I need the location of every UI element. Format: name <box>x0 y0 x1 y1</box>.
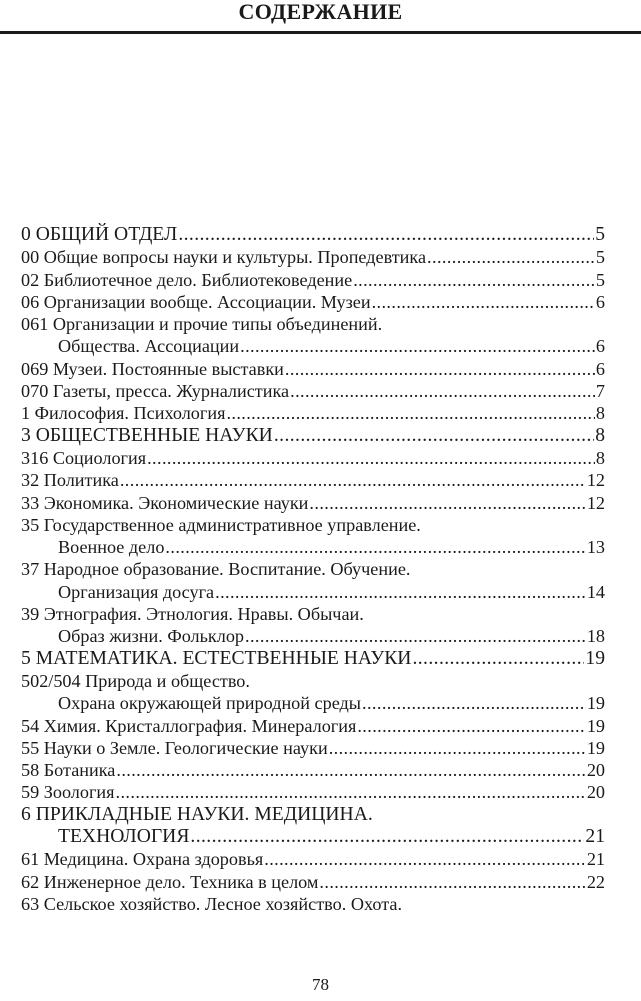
toc-entry-page: 19 <box>586 737 605 758</box>
toc-entry-page: 14 <box>586 581 605 602</box>
toc-entry[interactable] <box>21 269 605 291</box>
toc-entry[interactable] <box>21 313 605 335</box>
toc-entry-page: 20 <box>586 760 605 781</box>
toc-entry[interactable] <box>21 492 605 514</box>
toc-entry[interactable] <box>21 871 605 893</box>
toc-entry-label: 3 ОБЩЕСТВЕННЫЕ НАУКИ <box>21 424 273 446</box>
toc-entry-label: 06 Организации вообще. Ассоциации. Музеи <box>21 291 371 312</box>
toc-entry-label: 32 Политика <box>21 470 119 491</box>
toc-entry[interactable] <box>21 781 605 803</box>
toc-entry[interactable] <box>21 335 605 357</box>
dot-leader <box>116 759 585 781</box>
toc-entry[interactable] <box>21 625 605 647</box>
dot-leader <box>285 358 595 380</box>
toc-entry-label: 54 Химия. Кристаллография. Минералогия <box>21 715 357 736</box>
toc-entry-page: 5 <box>595 224 605 245</box>
toc-entry-page: 19 <box>586 693 605 714</box>
toc-entry-page: 5 <box>595 247 605 268</box>
dot-leader <box>264 848 586 870</box>
toc-entry[interactable] <box>21 380 605 402</box>
toc-entry-label: 502/504 Природа и общество. <box>21 670 250 691</box>
toc-entry-page: 19 <box>586 715 605 736</box>
toc-entry-label: 39 Этнография. Этнология. Нравы. Обычаи. <box>21 604 364 625</box>
dot-leader <box>178 224 594 246</box>
dot-leader <box>319 871 585 893</box>
toc-entry[interactable] <box>21 603 605 625</box>
dot-leader <box>357 715 585 737</box>
toc-entry-label: Организация досуга <box>58 581 215 602</box>
toc-entry-label: 63 Сельское хозяйство. Лесное хозяйство. Охота. <box>21 893 403 914</box>
toc-entry-page: 8 <box>595 447 605 468</box>
toc-entry[interactable] <box>21 826 605 848</box>
toc-entry-page: 18 <box>586 626 605 647</box>
toc-entry-label: 58 Ботаника <box>21 760 116 781</box>
toc-entry-page: 13 <box>586 537 605 558</box>
toc-entry-page: 12 <box>586 470 605 491</box>
toc-entry[interactable] <box>21 737 605 759</box>
toc-entry-label: 35 Государственное административное управление. <box>21 514 421 535</box>
toc-entry-label: 02 Библиотечное дело. Библиотековедение <box>21 269 353 290</box>
toc-entry[interactable] <box>21 558 605 580</box>
toc-entry[interactable] <box>21 291 605 313</box>
toc-entry-label: 0 ОБЩИЙ ОТДЕЛ <box>21 224 178 245</box>
toc-entry-label: 00 Общие вопросы науки и культуры. Пропедевтика <box>21 247 427 268</box>
toc-entry-page: 12 <box>586 492 605 513</box>
toc-entry[interactable] <box>21 670 605 692</box>
toc-entry[interactable] <box>21 848 605 870</box>
toc-entry-label: 1 Философия. Психология <box>21 403 226 424</box>
toc-entry-page: 20 <box>586 782 605 803</box>
toc-entry[interactable] <box>21 692 605 714</box>
toc-entry-label: 61 Медицина. Охрана здоровья <box>21 849 264 870</box>
toc-entry-page: 6 <box>595 358 605 379</box>
dot-leader <box>147 447 595 469</box>
dot-leader <box>372 291 595 313</box>
toc-entry[interactable] <box>21 447 605 469</box>
dot-leader <box>274 425 594 447</box>
dot-leader <box>427 246 595 268</box>
toc-entry-label: 55 Науки о Земле. Геологические науки <box>21 737 328 758</box>
toc-entry[interactable] <box>21 402 605 424</box>
toc-entry[interactable] <box>21 893 605 915</box>
dot-leader <box>362 692 586 714</box>
dot-leader <box>329 737 586 759</box>
toc-entry-label: ТЕХНОЛОГИЯ <box>58 826 190 848</box>
toc-entry[interactable] <box>21 358 605 380</box>
dot-leader <box>165 536 585 558</box>
toc-entry[interactable] <box>21 425 605 447</box>
toc-entry-label: 069 Музеи. Постоянные выставки <box>21 358 284 379</box>
toc-entry[interactable] <box>21 246 605 268</box>
dot-leader <box>245 625 586 647</box>
toc-entry-label: 37 Народное образование. Воспитание. Обучение. <box>21 559 411 580</box>
dot-leader <box>120 469 586 491</box>
toc-entry-page: 21 <box>585 826 605 848</box>
toc-entry-page: 8 <box>595 403 605 424</box>
toc-entry-page: 7 <box>595 381 605 402</box>
toc-entry-page: 19 <box>585 647 605 669</box>
toc-entry-label: Охрана окружающей природной среды <box>58 693 362 714</box>
toc-entry-page: 6 <box>595 291 605 312</box>
toc-entry[interactable] <box>21 536 605 558</box>
toc-entry-page: 6 <box>595 336 605 357</box>
toc-entry-label: Общества. Ассоциации <box>58 336 240 357</box>
dot-leader <box>309 492 585 514</box>
page-title: СОДЕРЖАНИЕ <box>238 0 403 24</box>
toc-entry-label: Военное дело <box>58 537 165 558</box>
page-number: 78 <box>312 975 329 994</box>
toc-entry-label: 59 Зоология <box>21 782 115 803</box>
dot-leader <box>226 402 594 424</box>
dot-leader <box>116 781 586 803</box>
dot-leader <box>190 826 584 848</box>
toc-entry-label: 5 МАТЕМАТИКА. ЕСТЕСТВЕННЫЕ НАУКИ <box>21 647 412 669</box>
toc-entry-label: Образ жизни. Фольклор <box>58 626 245 647</box>
toc-entry[interactable] <box>21 715 605 737</box>
toc-entry[interactable] <box>21 514 605 536</box>
toc-entry-label: 33 Экономика. Экономические науки <box>21 492 309 513</box>
toc-entry-label: 070 Газеты, пресса. Журналистика <box>21 381 290 402</box>
dot-leader <box>240 335 595 357</box>
toc-entry[interactable] <box>21 648 605 670</box>
toc-entry-page: 8 <box>595 424 605 446</box>
title-divider <box>0 31 641 34</box>
dot-leader <box>412 648 584 670</box>
toc-entry-label: 061 Организации и прочие типы объединений. <box>21 314 383 335</box>
toc-entry-label: 316 Социология <box>21 447 147 468</box>
table-of-contents <box>21 224 605 915</box>
dot-leader <box>353 269 595 291</box>
toc-entry[interactable] <box>21 581 605 603</box>
dot-leader <box>290 380 595 402</box>
dot-leader <box>215 581 586 603</box>
toc-entry[interactable] <box>21 759 605 781</box>
toc-entry-page: 5 <box>595 269 605 290</box>
toc-entry-page: 22 <box>586 871 605 892</box>
toc-entry-label: 6 ПРИКЛАДНЫЕ НАУКИ. МЕДИЦИНА. <box>21 803 373 825</box>
toc-entry-page: 21 <box>586 849 605 870</box>
toc-entry[interactable] <box>21 804 605 826</box>
toc-entry[interactable] <box>21 469 605 491</box>
toc-entry-label: 62 Инженерное дело. Техника в целом <box>21 871 319 892</box>
toc-entry[interactable] <box>21 224 605 246</box>
